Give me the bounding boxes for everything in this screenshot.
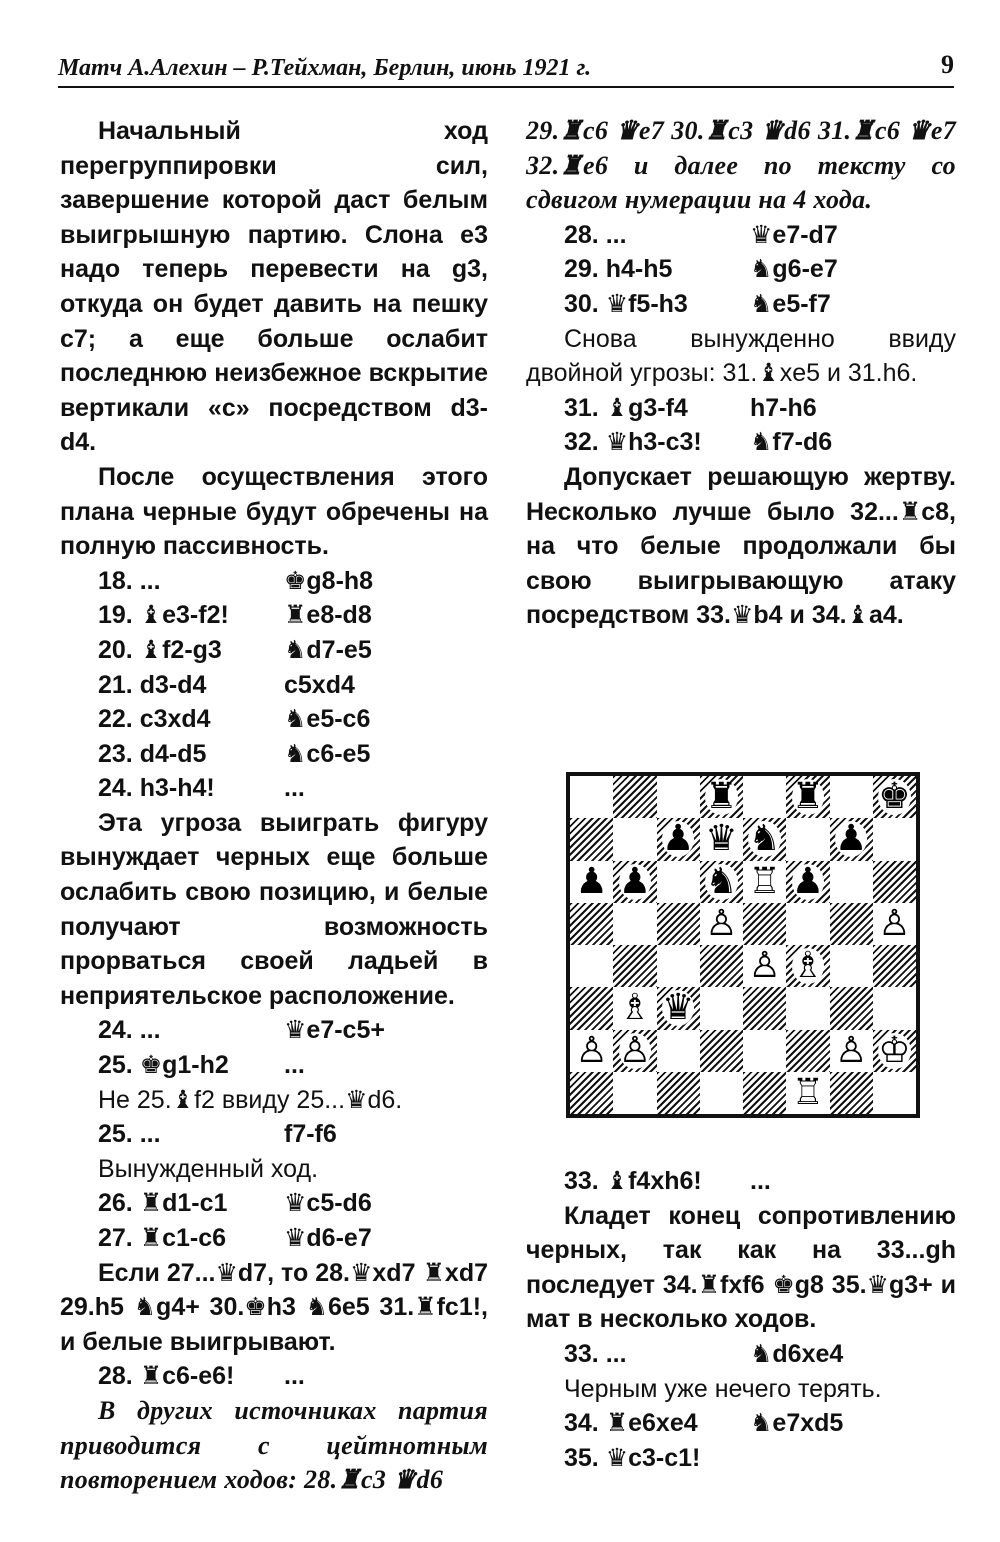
white-move: 21. d3-d4 (98, 670, 207, 699)
dark-square (613, 776, 656, 818)
black-piece (743, 818, 786, 860)
move-list (526, 391, 956, 460)
white-move: 22. c3xd4 (98, 705, 211, 734)
move-row (526, 1337, 956, 1372)
black-move: ♛c5-d6 (284, 1189, 372, 1218)
page-number: 9 (941, 50, 954, 79)
white-move: 30. ♛f5-h3 (564, 289, 688, 318)
white-move: 28. ... (564, 220, 627, 249)
white-move: 35. ♛c3-c1! (564, 1443, 701, 1472)
page-header (58, 40, 954, 88)
piece-glyph: ♜ (791, 776, 825, 818)
light-square (786, 987, 829, 1029)
black-piece (657, 818, 700, 860)
move-row (60, 1359, 488, 1394)
light-square (657, 776, 700, 818)
move-list (526, 218, 956, 322)
piece-glyph: ♟ (791, 860, 825, 902)
white-piece (830, 1030, 873, 1072)
piece-glyph: ♟ (575, 860, 608, 902)
black-move: ♞f7-d6 (750, 428, 833, 457)
white-move: 27. ♜c1-c6 (98, 1224, 227, 1252)
move-list (60, 564, 488, 806)
black-move: f7-f6 (284, 1120, 337, 1149)
black-piece (700, 818, 743, 860)
dark-square (657, 903, 700, 945)
move-row (526, 1164, 956, 1199)
light-square (873, 818, 916, 860)
white-piece (786, 945, 829, 987)
piece-glyph: ♖ (791, 1071, 825, 1113)
move-list (60, 1186, 488, 1255)
black-move: ♞e5-f7 (750, 289, 831, 318)
move-row (60, 598, 488, 633)
paragraph: Кладет конец сопротивлению черных, так как на 33...gh последует 34.♜fxf6 ♚g8 35.♛g3+ и мат в несколько ходов. (526, 1201, 956, 1334)
light-square (830, 945, 873, 987)
light-square (830, 861, 873, 903)
white-piece (786, 1072, 829, 1114)
white-move: 20. ♝f2-g3 (98, 635, 222, 664)
chess-board (566, 772, 920, 1118)
chess-diagram (566, 772, 916, 1114)
black-move: ♞g6-e7 (750, 255, 838, 284)
dark-square (613, 945, 656, 987)
move-row (60, 633, 488, 668)
running-title: Матч А.Алехин – Р.Тейхман, Берлин, июнь 1921 г. (58, 55, 592, 81)
light-square (743, 1030, 786, 1072)
white-piece (613, 987, 656, 1029)
light-square (613, 903, 656, 945)
paragraph: Начальный ход перегруппировки сил, завершение которой даст белым выигрышную партию. Слона e3 надо теперь перевести на g3, откуда он будет давить на пешку c7; а еще больше ослабит последнюю неизбежное вскрытие вертикали «с» посредством d3-d4. (60, 117, 488, 457)
piece-glyph: ♞ (705, 860, 738, 902)
black-move: ... (284, 774, 305, 803)
white-piece (743, 861, 786, 903)
black-piece (613, 861, 656, 903)
paragraph: Снова вынужденно ввиду двойной угрозы: 31.♝xe5 и 31.h6. (526, 324, 956, 388)
black-move: ♜e8-d8 (284, 601, 372, 630)
white-piece (873, 1030, 916, 1072)
black-move: h7-h6 (750, 393, 817, 422)
move-row (60, 1048, 488, 1083)
move-row (526, 425, 956, 460)
piece-glyph: ♔ (878, 1029, 911, 1071)
move-row (526, 218, 956, 253)
dark-square (570, 987, 613, 1029)
white-move: 33. ♝f4xh6! (564, 1167, 702, 1195)
black-move: ♞d6xe4 (750, 1339, 844, 1368)
white-move: 19. ♝e3-f2! (98, 601, 229, 630)
dark-square (873, 861, 916, 903)
white-move: 26. ♜d1-c1 (98, 1189, 228, 1218)
light-square (657, 861, 700, 903)
paragraph: После осуществления этого плана черные будут обречены на полную пассивность. (60, 462, 488, 561)
dark-square (657, 1072, 700, 1114)
white-move: 28. ♜c6-e6! (98, 1362, 235, 1391)
black-move: ... (750, 1167, 771, 1195)
piece-glyph: ♖ (748, 860, 781, 902)
piece-glyph: ♙ (834, 1029, 868, 1071)
black-piece (570, 861, 613, 903)
move-row (60, 668, 488, 703)
dark-square (700, 1030, 743, 1072)
white-move: 24. ... (98, 1016, 161, 1045)
piece-glyph: ♙ (878, 902, 911, 944)
move-row (60, 1221, 488, 1256)
white-piece (743, 945, 786, 987)
right-column-lower (526, 1164, 956, 1475)
move-row (60, 1013, 488, 1048)
black-move: ♞c6-e5 (284, 739, 371, 768)
black-piece (786, 776, 829, 818)
paragraph: Допускает решающую жертву. Несколько лучше было 32...♜c8, на что белые продолжали бы свою выигрывающую атаку посредством 33.♛b4 и 34.♝a4. (526, 462, 956, 630)
light-square (743, 776, 786, 818)
light-square (873, 987, 916, 1029)
white-move: 31. ♝g3-f4 (564, 393, 688, 422)
note: Черным уже нечего терять. (564, 1374, 882, 1403)
move-row (60, 564, 488, 599)
white-move: 29. h4-h5 (564, 255, 673, 284)
italic-paragraph: 29.♜c6 ♛e7 30.♜c3 ♛d6 31.♜c6 ♛e7 32.♜e6 и далее по тексту со сдвигом нумерации на 4 хода. (526, 116, 956, 215)
white-move: 23. d4-d5 (98, 739, 207, 768)
piece-glyph: ♚ (878, 776, 911, 818)
light-square (570, 945, 613, 987)
dark-square (873, 945, 916, 987)
piece-glyph: ♗ (791, 945, 825, 987)
black-move: ♚g8-h8 (284, 566, 374, 595)
move-row (60, 771, 488, 806)
dark-square (570, 903, 613, 945)
move-list (526, 1164, 956, 1199)
black-move: ♞d7-e5 (284, 635, 372, 664)
dark-square (830, 903, 873, 945)
light-square (657, 945, 700, 987)
paragraph: Если 27...♛d7, то 28.♛xd7 ♜xd7 29.h5 ♞g4+ 30.♚h3 ♞6e5 31.♜fc1!, и белые выигрывают. (60, 1258, 488, 1356)
piece-glyph: ♙ (705, 902, 738, 944)
move-list (60, 1013, 488, 1082)
white-piece (700, 903, 743, 945)
piece-glyph: ♙ (748, 945, 781, 987)
dark-square (830, 1072, 873, 1114)
piece-glyph: ♟ (618, 860, 652, 902)
light-square (657, 1030, 700, 1072)
move-row (60, 1186, 488, 1221)
piece-glyph: ♞ (748, 818, 781, 860)
move-row (60, 1117, 488, 1152)
right-column (526, 114, 956, 633)
black-move: ♞e5-c6 (284, 705, 371, 734)
move-list (60, 1359, 488, 1394)
black-move: ♛d6-e7 (284, 1224, 372, 1252)
white-move: 32. ♛h3-c3! (564, 428, 702, 457)
dark-square (743, 903, 786, 945)
light-square (613, 818, 656, 860)
move-row (526, 1441, 956, 1476)
black-move (750, 1441, 956, 1476)
black-move: ... (284, 1051, 305, 1080)
black-piece (700, 776, 743, 818)
italic-paragraph: В других источниках партия приводится с цейтнотным повторением ходов: 28.♜c3 ♛d6 (60, 1395, 488, 1495)
black-piece (786, 861, 829, 903)
white-move: 18. ... (98, 566, 161, 595)
white-move: 25. ♚g1-h2 (98, 1051, 229, 1080)
move-row (526, 252, 956, 287)
piece-glyph: ♜ (705, 776, 738, 818)
piece-glyph: ♛ (705, 818, 738, 860)
piece-glyph: ♙ (618, 1029, 652, 1071)
paragraph: Эта угроза выиграть фигуру вынуждает черных еще больше ослабить свою позицию, и белые получают возможность прорваться своей ладьей в неприятельское расположение. (60, 808, 488, 1010)
piece-glyph: ♗ (618, 987, 652, 1029)
light-square (700, 987, 743, 1029)
light-square (786, 818, 829, 860)
move-row (60, 702, 488, 737)
note: Вынужденный ход. (98, 1154, 319, 1183)
dark-square (743, 987, 786, 1029)
move-row (526, 287, 956, 322)
black-piece (873, 776, 916, 818)
dark-square (743, 1072, 786, 1114)
white-piece (570, 1030, 613, 1072)
light-square (786, 903, 829, 945)
black-move: c5xd4 (284, 670, 355, 699)
left-column (60, 114, 488, 1498)
white-move: 25. ... (98, 1120, 161, 1149)
piece-glyph: ♛ (661, 987, 695, 1029)
piece-glyph: ♟ (661, 818, 695, 860)
dark-square (570, 1072, 613, 1114)
black-move: ♛e7-c5+ (284, 1016, 385, 1045)
move-list (526, 1406, 956, 1475)
move-list (60, 1117, 488, 1152)
light-square (613, 1072, 656, 1114)
white-move: 33. ... (564, 1339, 627, 1368)
light-square (830, 776, 873, 818)
note: Не 25.♝f2 ввиду 25...♛d6. (98, 1085, 403, 1114)
move-row (60, 737, 488, 772)
dark-square (700, 945, 743, 987)
white-move: 34. ♜e6xe4 (564, 1409, 698, 1438)
piece-glyph: ♟ (834, 818, 868, 860)
white-piece (873, 903, 916, 945)
move-row (526, 391, 956, 426)
white-piece (613, 1030, 656, 1072)
dark-square (830, 987, 873, 1029)
dark-square (570, 818, 613, 860)
move-list (526, 1337, 956, 1372)
black-piece (700, 861, 743, 903)
piece-glyph: ♙ (575, 1029, 608, 1071)
light-square (700, 1072, 743, 1114)
light-square (570, 776, 613, 818)
move-row (526, 1406, 956, 1441)
black-piece (657, 987, 700, 1029)
white-move: 24. h3-h4! (98, 774, 215, 803)
black-piece (830, 818, 873, 860)
light-square (873, 1072, 916, 1114)
black-move: ♛e7-d7 (750, 220, 838, 249)
dark-square (786, 1030, 829, 1072)
black-move: ... (284, 1362, 305, 1391)
black-move: ♞e7xd5 (750, 1409, 844, 1438)
